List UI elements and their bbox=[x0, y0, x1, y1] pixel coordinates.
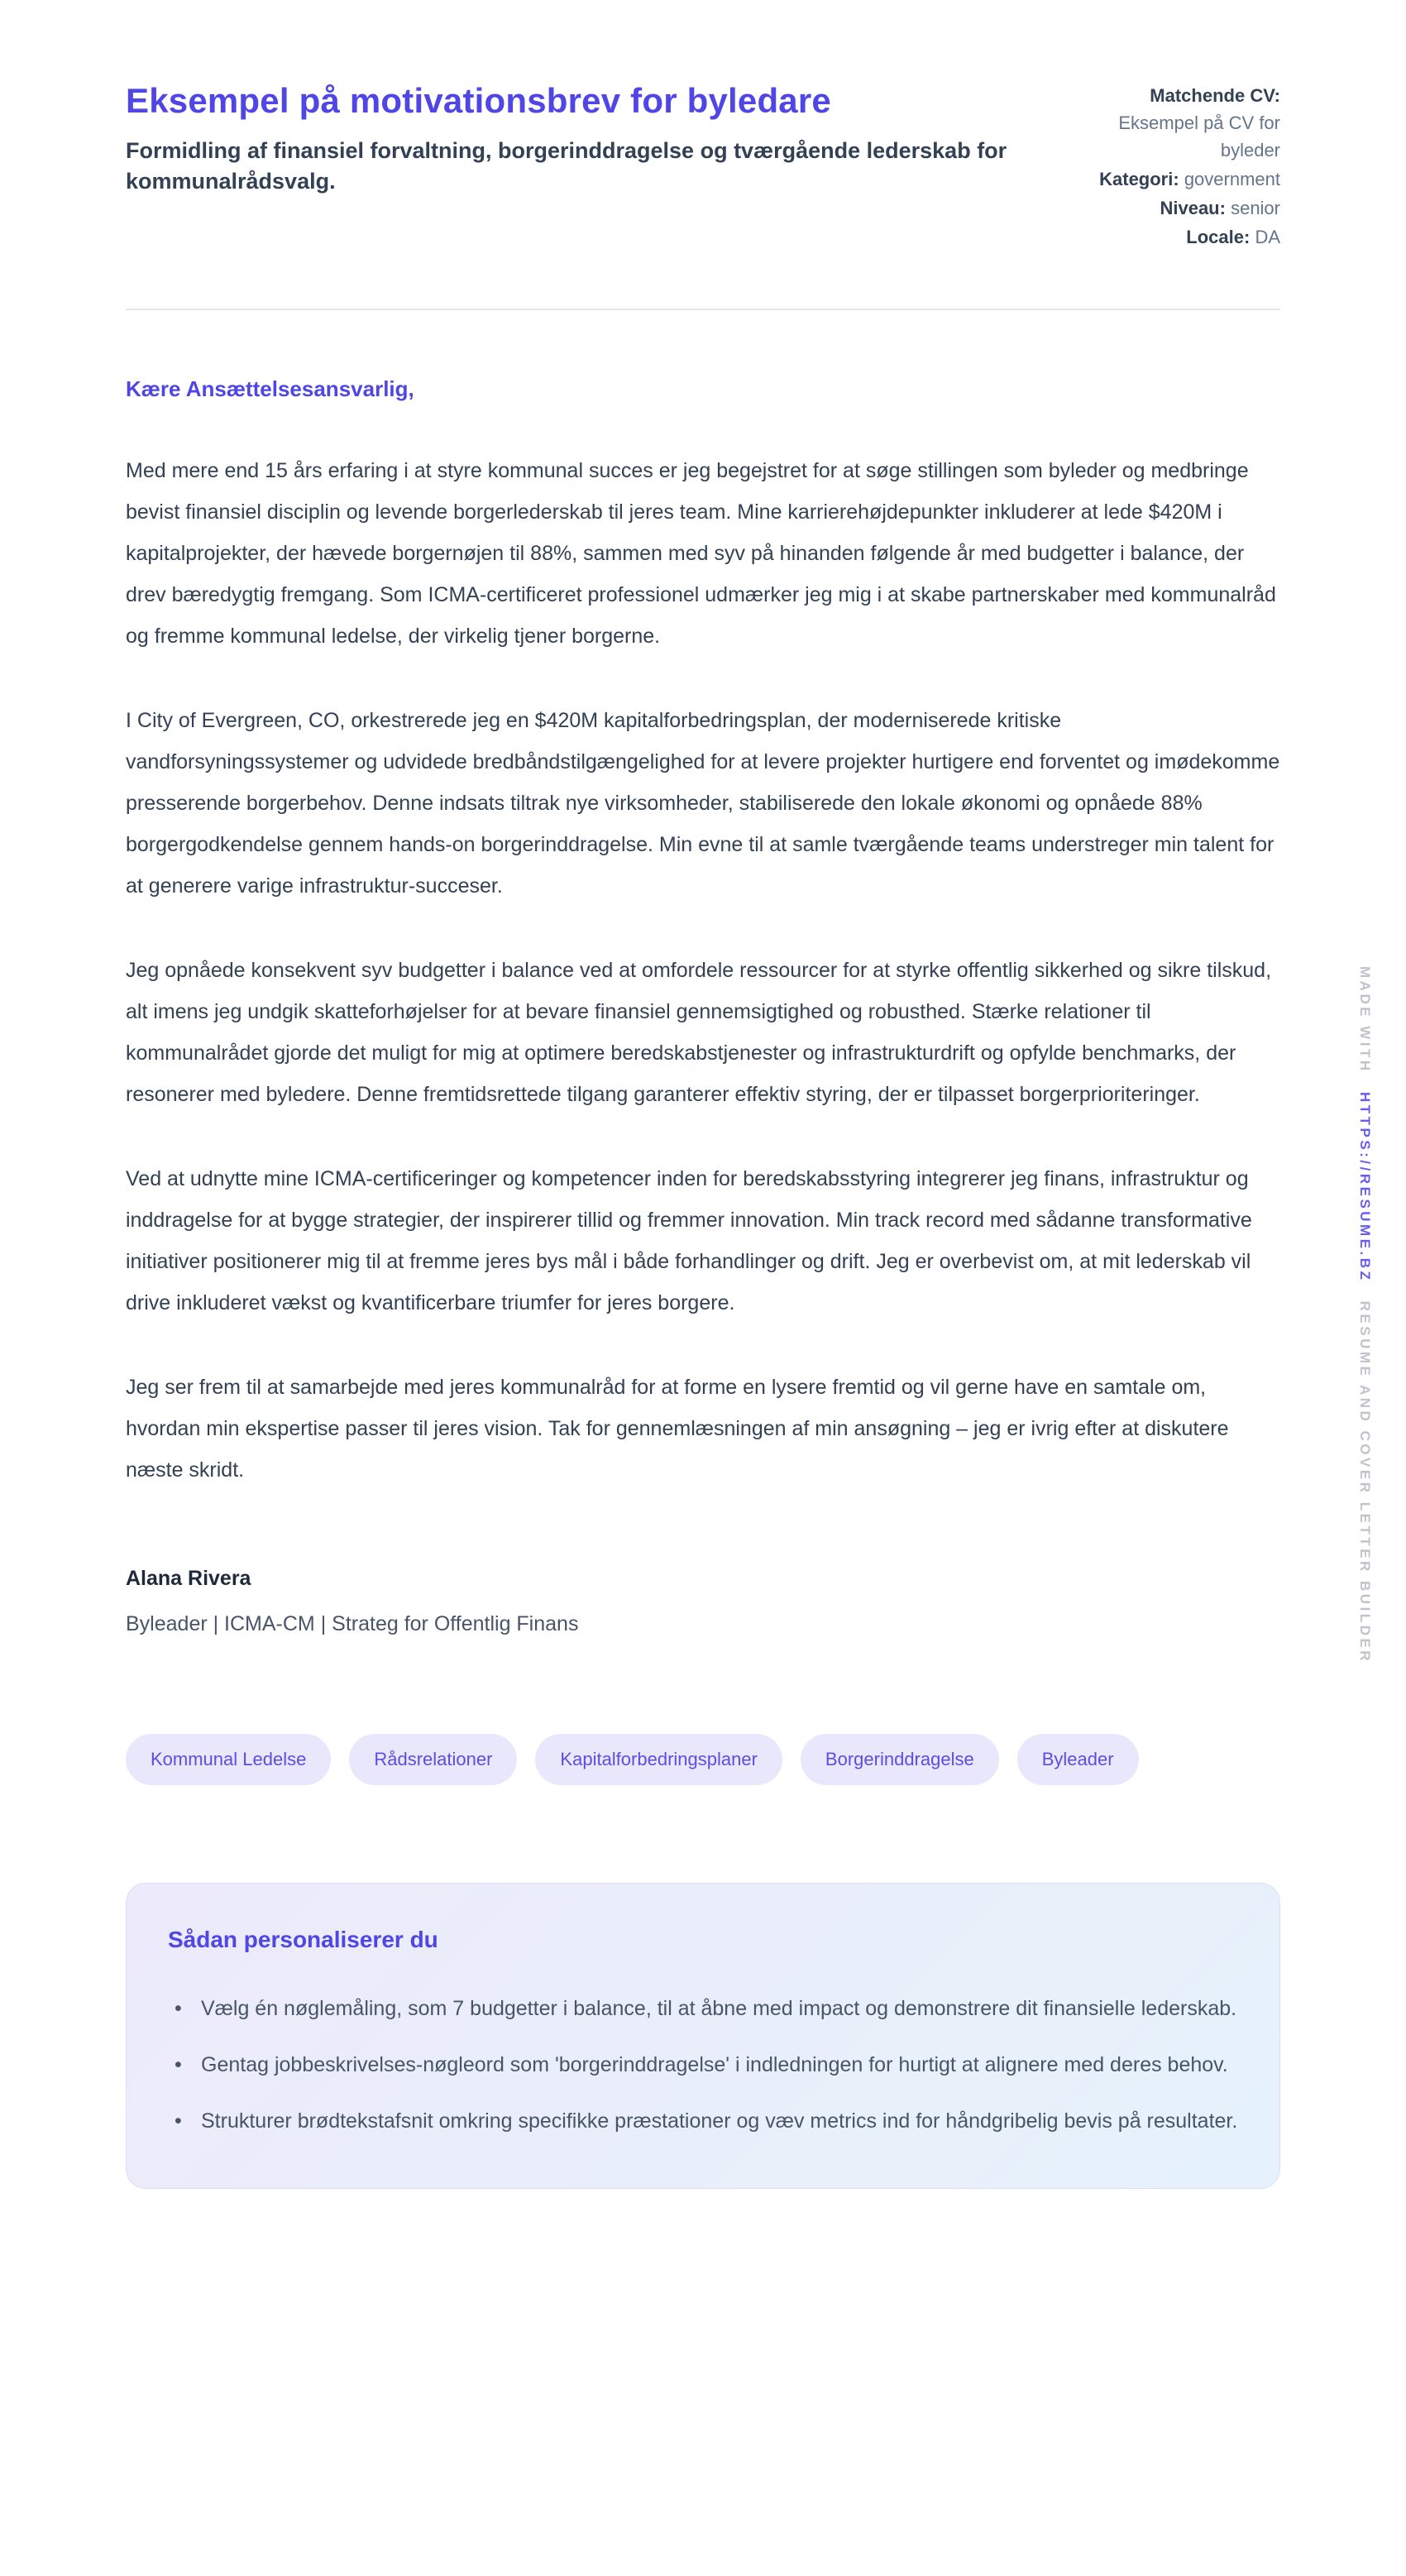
meta-block bbox=[1074, 79, 1280, 252]
content-column bbox=[126, 79, 1280, 2189]
watermark-tagline: RESUME AND COVER LETTER BUILDER bbox=[1357, 1300, 1373, 1664]
meta-label: Matchende CV: bbox=[1150, 85, 1280, 106]
meta-value-matching-cv: Eksempel på CV for byleder bbox=[1118, 113, 1280, 160]
tip-item: • Gentag jobbeskrivelses-nøgleord som 'borgerinddragelse' i indledningen for hurtigt at alignere med deres behov. bbox=[168, 2044, 1238, 2085]
letter-paragraph: Med mere end 15 års erfaring i at styre kommunal succes er jeg begejstret for at søge stillingen som byleder og medbringe bevist finansiel disciplin og levende borgerlederskab til jeres team. Mine karrierehøjdepunkter inkluderer at lede $420M i kapitalprojekter, der hævede borgernøjen til 88%, sammen med syv på hinanden følgende år med budgetter i balance, der drev bæredygtig fremgang. Som ICMA-certificeret professionel udmærker jeg mig i at skabe partnerskaber med kommunalråd og fremme kommunal ledelse, der virkelig tjener borgerne. bbox=[126, 459, 1276, 648]
signature-title: Byleader | ICMA-CM | Strateg for Offentlig Finans bbox=[126, 1612, 579, 1635]
tag-pill[interactable]: Kommunal Ledelse bbox=[126, 1734, 331, 1785]
header-titles bbox=[126, 79, 1019, 197]
letter-paragraphs bbox=[126, 450, 1280, 1491]
tips-box bbox=[126, 1883, 1280, 2189]
letter-paragraph: Jeg opnåede konsekvent syv budgetter i balance ved at omfordele ressourcer for at styrke offentlig sikkerhed og sikre tilskud, alt imens jeg undgik skatteforhøjelser for at bevare finansiel gennemsigtighed og robusthed. Stærke relationer til kommunalrådet gjorde det muligt for mig at optimere beredskabstjenester og infrastrukturdrift og opfylde benchmarks, der resonerer med byledere. Denne fremtidsrettede tilgang garanterer effektiv styring, der er tilpasset borgerprioriteringer. bbox=[126, 959, 1272, 1106]
tip-item: • Vælg én nøglemåling, som 7 budgetter i balance, til at åbne med impact og demonstrere dit finansielle lederskab. bbox=[168, 1988, 1238, 2029]
meta-label: Kategori: bbox=[1099, 169, 1179, 189]
tag-pill[interactable]: Borgerinddragelse bbox=[801, 1734, 999, 1785]
tips-list bbox=[168, 1988, 1238, 2142]
resume-bz-link[interactable]: HTTPS://RESUME.BZ bbox=[1357, 1091, 1373, 1283]
tag-pill[interactable]: Rådsrelationer bbox=[349, 1734, 517, 1785]
tip-item: • Strukturer brødtekstafsnit omkring specifikke præstationer og væv metrics ind for håndgribelig bevis på resultater. bbox=[168, 2100, 1238, 2142]
tag-pill[interactable]: Byleader bbox=[1017, 1734, 1139, 1785]
watermark bbox=[1356, 966, 1373, 1664]
letter-body bbox=[126, 376, 1280, 1636]
meta-label: Niveau: bbox=[1160, 198, 1226, 218]
signature-name: Alana Rivera bbox=[126, 1567, 251, 1590]
meta-row-locale bbox=[1074, 223, 1280, 251]
salutation: Kære Ansættelsesansvarlig, bbox=[126, 376, 414, 401]
tag-pill[interactable]: Kapitalforbedringsplaner bbox=[535, 1734, 782, 1785]
meta-label: Locale: bbox=[1186, 227, 1251, 247]
letter-paragraph: I City of Evergreen, CO, orkestrerede jeg en $420M kapitalforbedringsplan, der moderniserede kritiske vandforsyningssystemer og udvidede bredbåndstilgængelighed for at levere projekter hurtigere end forventet og imødekomme presserende borgerbehov. Denne indsats tiltrak nye virksomheder, stabiliserede den lokale økonomi og opnåede 88% borgergodkendelse gennem hands-on borgerinddragelse. Min evne til at samle tværgående teams understreger min talent for at generere varige infrastruktur-succeser. bbox=[126, 709, 1280, 898]
meta-value-locale: DA bbox=[1255, 227, 1280, 247]
meta-value-level: senior bbox=[1231, 198, 1280, 218]
header-divider bbox=[126, 309, 1280, 310]
meta-row-matching-cv bbox=[1074, 82, 1280, 164]
page-title: Eksempel på motivationsbrev for byledare bbox=[126, 81, 831, 120]
meta-value-category: government bbox=[1184, 169, 1280, 189]
page-subtitle: Formidling af finansiel forvaltning, borgerinddragelse og tværgående lederskab for kommunalrådsvalg. bbox=[126, 137, 1007, 194]
letter-paragraph: Ved at udnytte mine ICMA-certificeringer og kompetencer inden for beredskabsstyring integrerer jeg finans, infrastruktur og inddragelse for at bygge strategier, der inspirerer tillid og fremmer innovation. Min track record med sådanne transformative initiativer positionerer mig til at fremme jeres bys mål i både forhandlinger og drift. Jeg er overbevist om, at mit lederskab vil drive inkluderet vækst og kvantificerbare triumfer for jeres borgere. bbox=[126, 1167, 1252, 1314]
tags-row bbox=[126, 1734, 1280, 1785]
watermark-made-with: MADE WITH bbox=[1357, 966, 1373, 1074]
letter-paragraph: Jeg ser frem til at samarbejde med jeres kommunalråd for at forme en lysere fremtid og vil gerne have en samtale om, hvordan min ekspertise passer til jeres vision. Tak for gennemlæsningen af min ansøgning – jeg er ivrig efter at diskutere næste skridt. bbox=[126, 1376, 1229, 1482]
meta-row-category bbox=[1074, 165, 1280, 193]
header bbox=[126, 79, 1280, 252]
meta-row-level bbox=[1074, 194, 1280, 222]
tips-heading: Sådan personaliserer du bbox=[168, 1927, 438, 1952]
